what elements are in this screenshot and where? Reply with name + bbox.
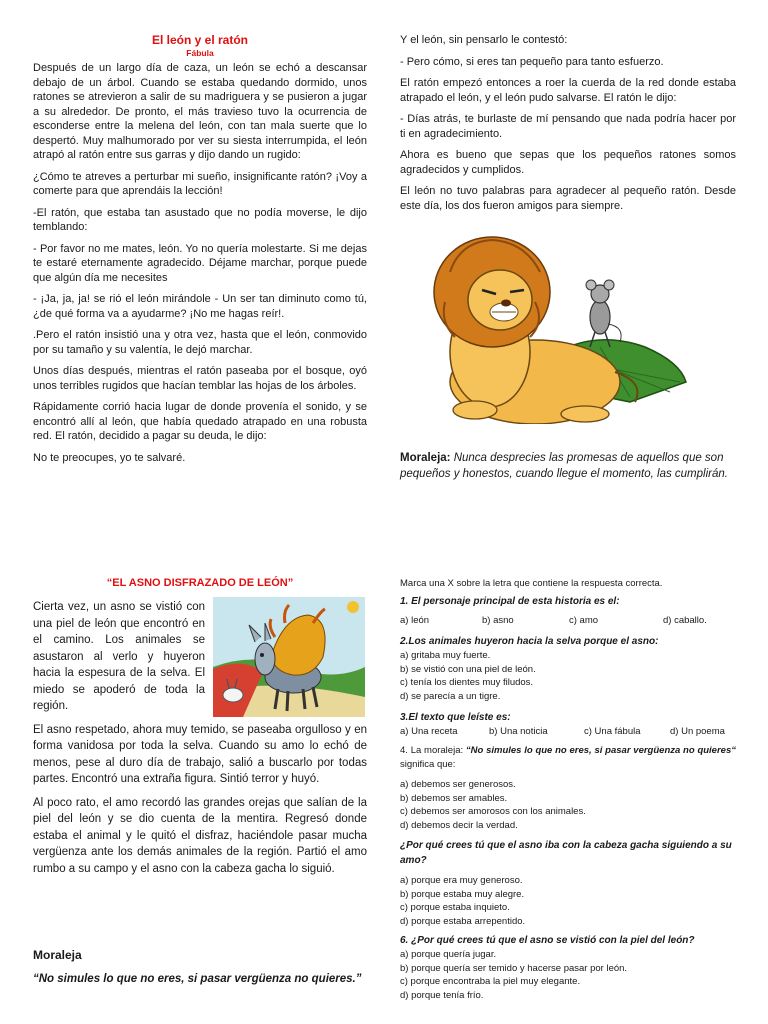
story1-paragraph: El ratón empezó entonces a roer la cuerda de la red donde estaba atrapado el león, y el león pudo salvarse. El ratón le dijo: xyxy=(400,77,736,104)
lion-and-mouse-illustration xyxy=(430,232,690,424)
story1-paragraph: No te preocupes, yo te salvaré. xyxy=(33,451,186,464)
story1-paragraph: Rápidamente corrió hacia lugar de donde provenía el sonido, y se encontró allí al león, que había quedado atrapado en una robusta red. El ratón, decidido a pagar su deuda, le dijo: xyxy=(33,401,367,442)
option[interactable]: b) debemos ser amables. xyxy=(400,792,508,804)
option[interactable]: a) porque quería jugar. xyxy=(400,949,497,960)
option[interactable]: d) porque tenía frío. xyxy=(400,989,484,1001)
story1-paragraph: - Días atrás, te burlaste de mí pensando que nada podría hacer por ti en agradecimiento. xyxy=(400,113,736,140)
option[interactable]: a) porque era muy generoso. xyxy=(400,875,523,886)
option[interactable]: a) Una receta xyxy=(400,726,458,737)
story2-paragraph: Cierta vez, un asno se vistió con una piel de león que encontró en el camino. Los animales se asustaron al verlo y huyeron hacia la espesura de la selva. El miedo se apoderó de toda la región. xyxy=(33,601,205,712)
question-2: 2.Los animales huyeron hacia la selva porque el asno: xyxy=(400,636,659,647)
story1-paragraph: .Pero el ratón insistió una y otra vez, hasta que el león, conmovido por su tamaño y su valentía, le dejó marchar. xyxy=(33,329,367,356)
story2-paragraph: Al poco rato, el amo recordó las grandes orejas que salían de la piel del león y se dio cuenta de la mentira. Regresó donde estaba el animal y le quitó el disfraz, haciéndole pasar mucha vergüenza ante los demás animales de la región. Partió el amo rumbo a su campo y el asno con la cabeza gacha lo siguió. xyxy=(33,796,367,875)
story2-moral-text: “No simules lo que no eres, si pasar vergüenza no quieres.” xyxy=(33,973,362,985)
story2-paragraph: El asno respetado, ahora muy temido, se paseaba orgulloso y en forma vanidosa por toda la selva. Cuando su amo lo echó de menos, pese al duro día de trabajo, salió a buscarlo por todas partes. Encontró una extraña figura. Sintió terror y huyó. xyxy=(33,723,367,785)
question-4-prefix: 4. La moraleja: xyxy=(400,745,466,756)
option[interactable]: c) Una fábula xyxy=(584,726,641,737)
option[interactable]: a) gritaba muy fuerte. xyxy=(400,650,491,661)
story1-moral-label: Moraleja: xyxy=(400,452,451,464)
quiz-section xyxy=(400,577,736,1002)
option[interactable]: a) debemos ser generosos. xyxy=(400,779,516,790)
question-4 xyxy=(400,744,736,772)
option[interactable]: d) Un poema xyxy=(670,726,725,737)
option[interactable]: b) se vistió con una piel de león. xyxy=(400,663,536,675)
option[interactable]: c) amo xyxy=(569,615,599,626)
option[interactable]: d) caballo. xyxy=(663,615,707,626)
option[interactable]: d) se parecía a un tigre. xyxy=(400,690,501,702)
story1-paragraph: Unos días después, mientras el ratón paseaba por el bosque, oyó unos terribles rugidos que hacían temblar las hojas de los árboles. xyxy=(33,365,367,392)
story1-paragraph: -El ratón, que estaba tan asustado que no podía moverse, le dijo temblando: xyxy=(33,206,367,233)
story1-moral-text: Nunca desprecies las promesas de aquellos que son pequeños y honestos, cuando llegue el momento, las cumplirán. xyxy=(400,452,728,480)
story1-paragraph: ¿Cómo te atreves a perturbar mi sueño, insignificante ratón? ¡Voy a comerte para que aprendáis la lección! xyxy=(33,170,367,197)
question-1: 1. El personaje principal de esta historia es el: xyxy=(400,596,620,607)
story1-title: El león y el ratón xyxy=(151,33,249,47)
question-5: ¿Por qué crees tú que el asno iba con la cabeza gacha siguiendo a su amo? xyxy=(400,840,732,866)
option[interactable]: b) porque quería ser temido y hacerse pasar por león. xyxy=(400,962,628,974)
story1-paragraph: Después de un largo día de caza, un león se echó a descansar debajo de un árbol. Cuando se estaba quedando dormido, unos ratones se atrevieron a salir de su madriguera y se pusieron a jugar a su alrededor. De pronto, el más travieso tuvo la ocurrencia de esconderse entre la melena del león, con tan mala suerte que lo despertó. Muy malhumorado por ver su siesta interrumpida, el león atrapó al ratón entre sus garras y dijo dando un rugido: xyxy=(33,62,367,161)
option[interactable]: c) porque encontraba la piel muy elegante. xyxy=(400,976,581,987)
option[interactable]: a) león xyxy=(400,615,430,626)
option[interactable]: d) debemos decir la verdad. xyxy=(400,819,518,831)
story1-paragraph: - Por favor no me mates, león. Yo no quería molestarte. Si me dejas te estaré eternamente agradecido. Déjame marchar, porque puede que algún día me necesites xyxy=(33,242,367,284)
question-3-options xyxy=(400,725,736,738)
question-4-quote: “No simules lo que no eres, si pasar vergüenza no quieres“ xyxy=(465,745,736,756)
story1-moral xyxy=(400,450,736,482)
story1-left-column xyxy=(33,33,367,472)
story1-subtitle: Fábula xyxy=(186,48,214,58)
story2-title: “EL ASNO DISFRAZADO DE LEÓN” xyxy=(106,577,294,589)
quiz-instruction: Marca una X sobre la letra que contiene la respuesta correcta. xyxy=(400,578,663,589)
question-6: 6. ¿Por qué crees tú que el asno se vistió con la piel del león? xyxy=(400,935,695,946)
story1-paragraph: - Pero cómo, si eres tan pequeño para tanto esfuerzo. xyxy=(400,55,664,68)
option[interactable]: b) porque estaba muy alegre. xyxy=(400,888,525,900)
story1-paragraph: Y el león, sin pensarlo le contestó: xyxy=(400,34,568,46)
story1-paragraph: Ahora es bueno que sepas que los pequeños ratones somos agradecidos y cumplidos. xyxy=(400,149,736,176)
option[interactable]: b) asno xyxy=(482,615,514,626)
question-1-options xyxy=(400,614,736,627)
question-3: 3.El texto que leíste es: xyxy=(400,712,511,723)
story2-moral-label: Moraleja xyxy=(33,948,82,962)
option[interactable]: c) tenía los dientes muy filudos. xyxy=(400,677,534,688)
story1-right-column xyxy=(400,33,736,220)
question-4-suffix: significa que: xyxy=(400,759,456,770)
option[interactable]: c) debemos ser amorosos con los animales. xyxy=(400,806,586,817)
option[interactable]: d) porque estaba arrepentido. xyxy=(400,915,526,927)
story1-paragraph: - ¡Ja, ja, ja! se rió el león mirándole - Un ser tan diminuto como tú, ¿de qué forma va a ayudarme? ¡No me hagas reír!. xyxy=(33,293,367,320)
story2-body xyxy=(33,599,367,884)
option[interactable]: b) Una noticia xyxy=(489,726,548,737)
option[interactable]: c) porque estaba inquieto. xyxy=(400,902,510,913)
story1-paragraph: El león no tuvo palabras para agradecer al pequeño ratón. Desde este día, los dos fueron amigos para siempre. xyxy=(400,185,736,212)
